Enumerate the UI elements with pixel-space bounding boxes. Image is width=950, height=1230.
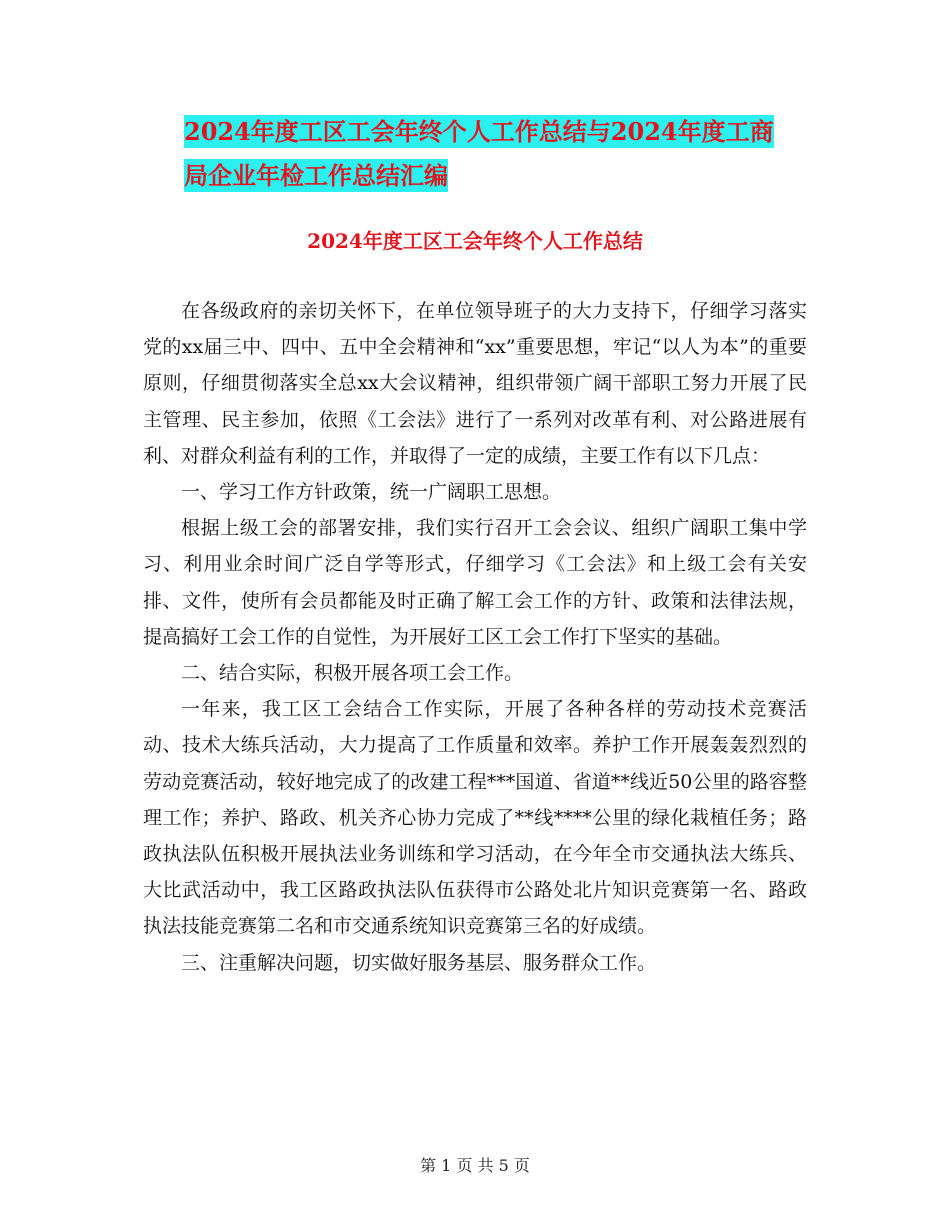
title-line-1-text: 2024年度工区工会年终个人工作总结与2024年度工商 <box>184 117 774 146</box>
page-footer: 第 1 页 共 5 页 <box>420 1156 530 1175</box>
document-title <box>184 110 824 198</box>
body-text <box>143 293 807 981</box>
paragraph-heading-1: 一、学习工作方针政策，统一广阔职工思想。 <box>181 481 562 504</box>
paragraph-study: 根据上级工会的部署安排，我们实行召开工会会议、组织广阔职工集中学习、利用业余时间广泛自学等形式，仔细学习《工会法》和上级工会有关安排、文件，使所有会员都能及时正确了解工会工作的方针、政策和法律法规，提高搞好工会工作的自觉性，为开展好工区工会工作打下坚实的基础。 <box>143 517 807 648</box>
section-title: 2024年度工区工会年终个人工作总结 <box>307 229 643 253</box>
paragraph-heading-2: 二、结合实际，积极开展各项工会工作。 <box>181 662 524 685</box>
paragraph-intro: 在各级政府的亲切关怀下，在单位领导班子的大力支持下，仔细学习落实党的xx届三中、四中、五中全会精神和“xx”重要思想，牢记“以人为本”的重要原则，仔细贯彻落实全总xx大会议精神，组织带领广阔干部职工努力开展了民主管理、民主参加，依照《工会法》进行了一系列对改革有利、对公路进展有利、对群众利益有利的工作，并取得了一定的成绩，主要工作有以下几点： <box>143 300 807 467</box>
paragraph-work: 一年来，我工区工会结合工作实际，开展了各种各样的劳动技术竞赛活动、技术大练兵活动，大力提高了工作质量和效率。养护工作开展轰轰烈烈的劳动竞赛活动，较好地完成了的改建工程***国道、省道**线近50公里的路容整理工作；养护、路政、机关齐心协力完成了**线****公里的绿化栽植任务；路政执法队伍积极开展执法业务训练和学习活动，在今年全市交通执法大练兵、大比武活动中，我工区路政执法队伍获得市公路处北片知识竞赛第一名、路政执法技能竞赛第二名和市交通系统知识竞赛第三名的好成绩。 <box>143 698 807 938</box>
title-line-2 <box>184 154 824 198</box>
title-line-1 <box>184 110 824 154</box>
paragraph-heading-3: 三、注重解决问题，切实做好服务基层、服务群众工作。 <box>181 951 657 974</box>
title-line-2-text: 局企业年检工作总结汇编 <box>184 161 448 190</box>
